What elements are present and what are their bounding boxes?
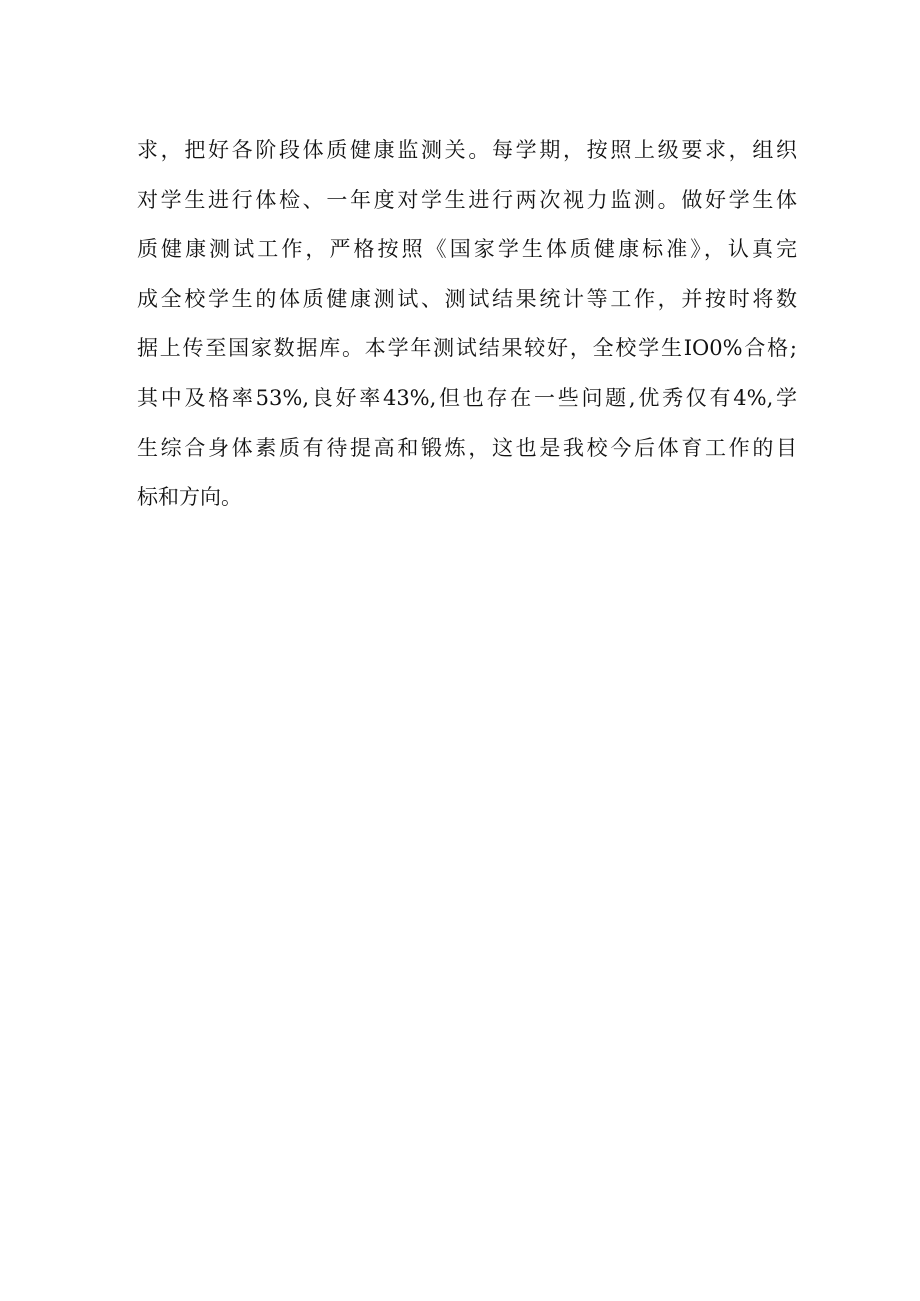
- paragraph-line: 成全校学生的体质健康测试、测试结果统计等工作，并按时将数: [137, 286, 797, 311]
- paragraph-line: 质健康测试工作，严格按照《国家学生体质健康标准》，认真完: [137, 237, 797, 262]
- paragraph-line: 标和方向。: [137, 485, 242, 510]
- paragraph-line: 对学生进行体检、一年度对学生进行两次视力监测。做好学生体: [137, 187, 797, 212]
- paragraph-line: 求，把好各阶段体质健康监测关。每学期，按照上级要求，组织: [137, 138, 797, 162]
- body-paragraph: [137, 126, 797, 523]
- paragraph-line: 其中及格率53%,良好率43%,但也存在一些问题,优秀仅有4%,学: [137, 385, 797, 410]
- paragraph-line: 生综合身体素质有待提高和锻炼，这也是我校今后体育工作的目: [137, 435, 797, 460]
- paragraph-line: 据上传至国家数据库。本学年测试结果较好，全校学生IO0%合格;: [137, 336, 797, 361]
